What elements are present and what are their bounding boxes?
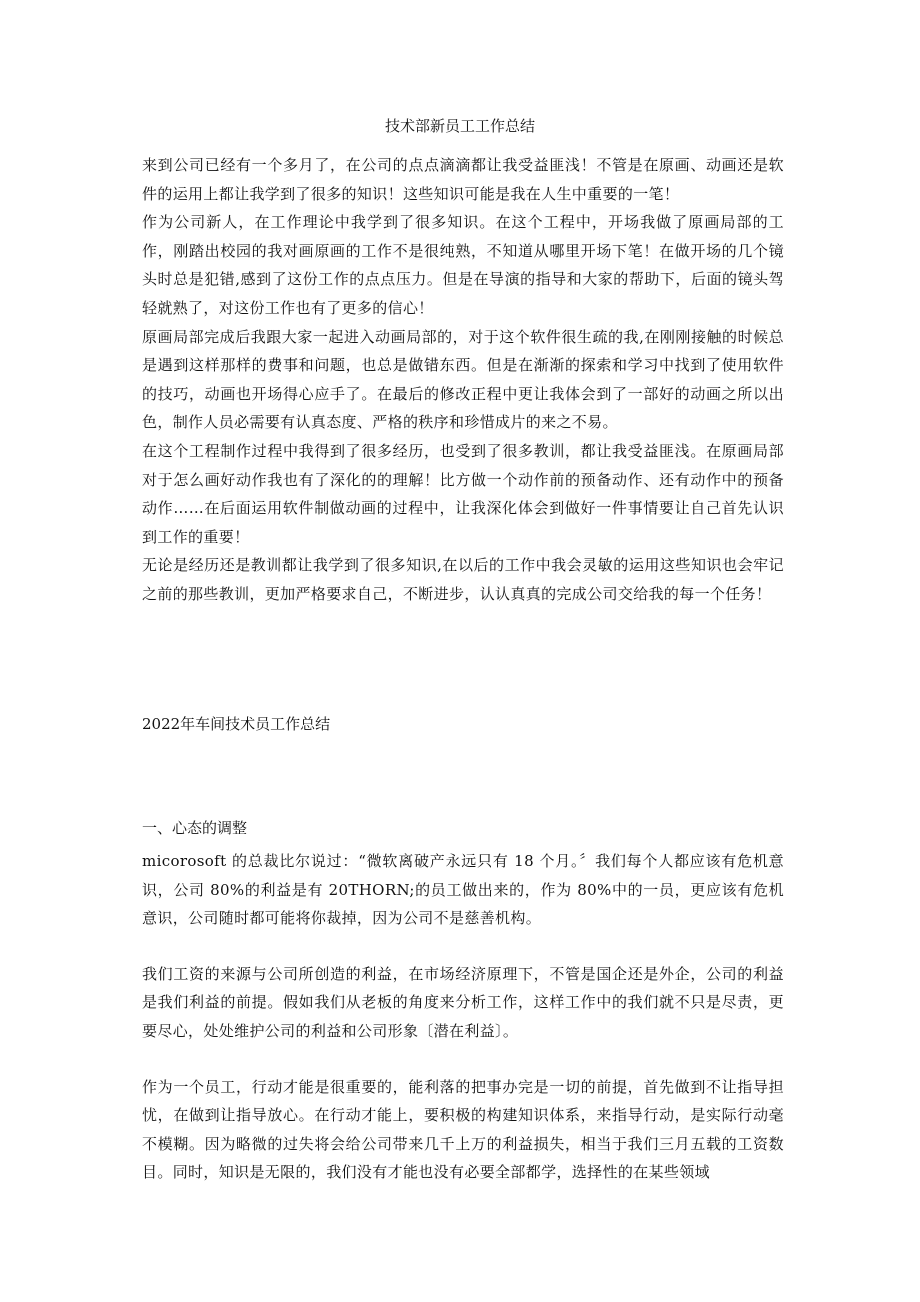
- section-heading: 2022年车间技术员工作总结: [142, 715, 331, 733]
- section-new-employee-summary: [142, 151, 784, 609]
- paragraph: 作为一个员工，行动才能是很重要的，能利落的把事办完是一切的前提，首先做到不让指导担忧，在做到让指导放心。在行动才能上，要积极的构建知识体系，来指导行动，是实际行动毫不模糊。因为略微的过失将会给公司带来几千上万的利益损失，相当于我们三月五载的工资数目。同时，知识是无限的，我们没有才能也没有必要全部都学，选择性的在某些领域: [142, 1077, 784, 1182]
- paragraph: 来到公司已经有一个多月了，在公司的点点滴滴都让我受益匪浅！不管是在原画、动画还是软件的运用上都让我学到了很多的知识！这些知识可能是我在人生中重要的一笔！: [142, 156, 784, 203]
- paragraph: 在这个工程制作过程中我得到了很多经历，也受到了很多教训，都让我受益匪浅。在原画局部对于怎么画好动作我也有了深化的的理解！比方做一个动作前的预备动作、还有动作中的预备动作……在后面运用软件制做动画的过程中，让我深化体会到做好一件事情要让自己首先认识到工作的重要！: [142, 441, 784, 546]
- paragraph: micorosoft 的总裁比尔说过：“微软离破产永远只有 18 个月。〞我们每个人都应该有危机意识，公司 80%的利益是有 20THORN;的员工做出来的，作为 80%中的一员，更应该有危机意识，公司随时都可能将你裁掉，因为公司不是慈善机构。: [142, 852, 784, 928]
- document-title: 技术部新员工工作总结: [384, 117, 535, 135]
- paragraph: 作为公司新人，在工作理论中我学到了很多知识。在这个工程中，开场我做了原画局部的工作，刚踏出校园的我对画原画的工作不是很纯熟，不知道从哪里开场下笔！在做开场的几个镜头时总是犯错,感到了这份工作的点点压力。但是在导演的指导和大家的帮助下，后面的镜头驾轻就熟了，对这份工作也有了更多的信心！: [142, 213, 784, 317]
- paragraph: 原画局部完成后我跟大家一起进入动画局部的，对于这个软件很生疏的我,在刚刚接触的时候总是遇到这样那样的费事和问题，也总是做错东西。但是在渐渐的探索和学习中找到了使用软件的技巧，动画也开场得心应手了。在最后的修改正程中更让我体会到了一部好的动画之所以出色，制作人员必需要有认真态度、严格的秩序和珍惜成片的来之不易。: [142, 327, 784, 432]
- subsection-heading: 一、心态的调整: [142, 819, 248, 837]
- paragraph: 我们工资的来源与公司所创造的利益，在市场经济原理下，不管是国企还是外企，公司的利益是我们利益的前提。假如我们从老板的角度来分析工作，这样工作中的我们就不只是尽责，更要尽心，处处维护公司的利益和公司形象〔潜在利益〕。: [142, 964, 784, 1040]
- section-workshop-technician-summary: [142, 847, 784, 1214]
- paragraph: 无论是经历还是教训都让我学到了很多知识,在以后的工作中我会灵敏的运用这些知识也会牢记之前的那些教训，更加严格要求自己，不断进步，认认真真的完成公司交给我的每一个任务！: [142, 556, 784, 603]
